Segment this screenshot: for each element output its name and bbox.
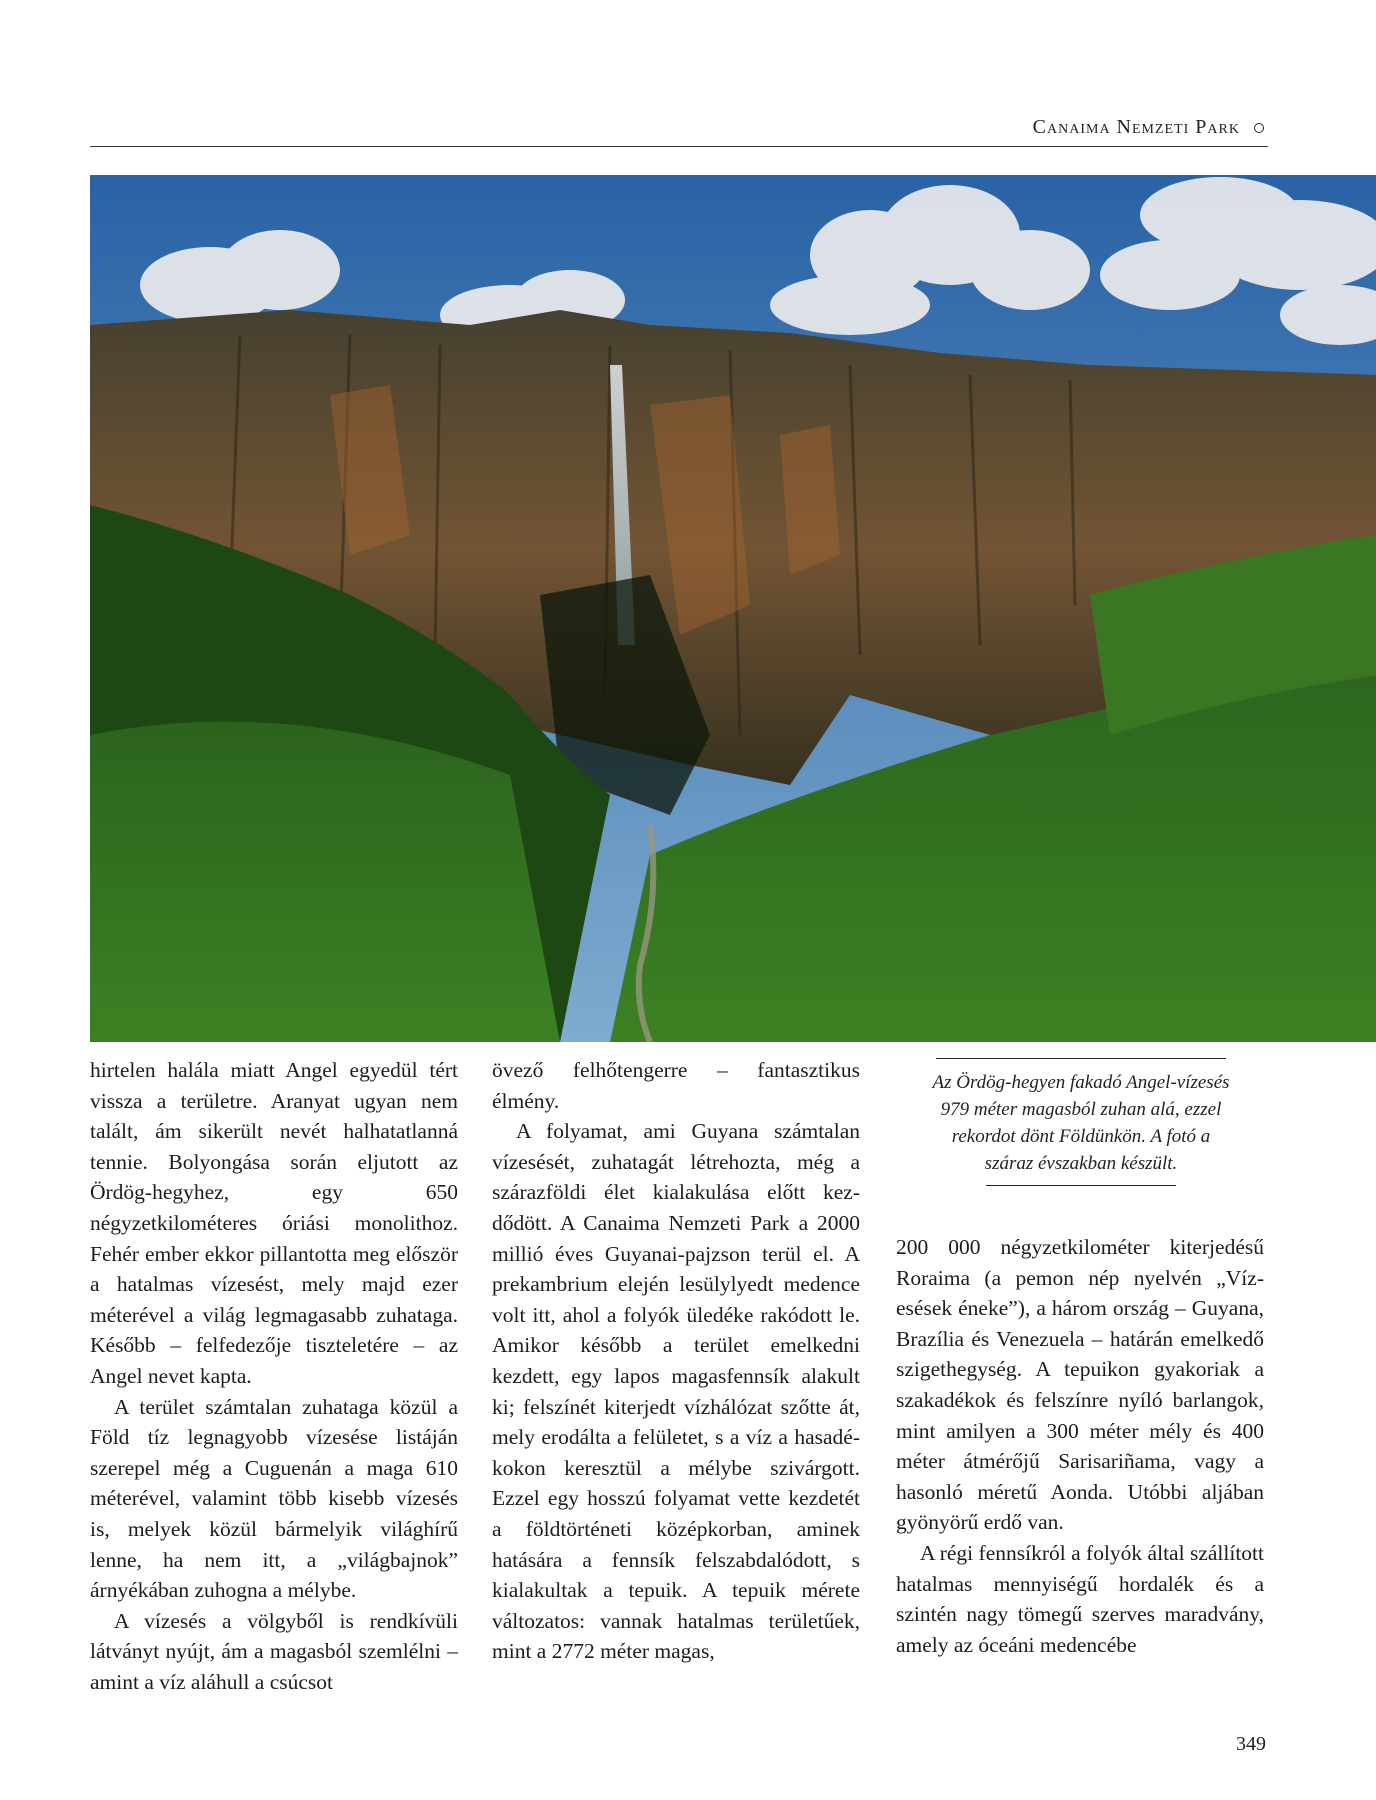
running-header (90, 112, 1268, 147)
angel-falls-photo (90, 175, 1376, 1042)
text-column-3 (896, 1232, 1264, 1660)
paragraph: A régi fennsíkról a folyók által szállított hatalmas mennyiségű hordalék és a szintén nagy tömegű szerves maradvány, amely az óceáni medencébe (896, 1540, 1264, 1657)
text-column-1 (90, 1055, 458, 1697)
caption-line: 979 méter magasból zuhan alá, ezzel (940, 1099, 1222, 1120)
caption-line: rekordot dönt Földünkön. A fotó a (951, 1126, 1211, 1147)
caption-rule-bottom (986, 1185, 1176, 1186)
caption-text (898, 1069, 1264, 1177)
caption-line: Az Ördög-hegyen fakadó Angel-vízesés (932, 1072, 1230, 1093)
text-column-2 (492, 1055, 860, 1667)
header-title: Canaima Nemzeti Park (1032, 116, 1240, 138)
caption-rule-top (936, 1058, 1226, 1059)
paragraph: övező felhőtengerre – fantasztikus élmény. (492, 1058, 860, 1113)
paragraph: A terület számtalan zuhataga közül a Föld tíz legnagyobb vízesése listáján szerepel még a Cuguenán a maga 610 méterével, valamint több kisebb vízesés is, melyek közül bármelyik világhírű lenne, ha nem itt, a „világbajnok” árnyékában zuhogna a mélybe. (90, 1394, 458, 1603)
paragraph: A vízesés a völgyből is rendkívüli látványt nyújt, ám a magasból szemlélni – amint a víz aláhull a csúcsot (90, 1608, 458, 1694)
photo-caption (898, 1058, 1264, 1186)
paragraph: A folyamat, ami Guyana számtalan vízesését, zuhatagát létrehozta, még a szárazföldi élet kialakulása előtt kezdődött. A Canaima Nemzeti Park a 2000 millió éves Guyanai-pajzson terül el. A prekambrium elején lesülylyedt medence volt itt, ahol a folyók üledéke rakódott le. Amikor később a terület emelkedni kezdett, egy lapos magasfennsík alakult ki; felszínét kiterjedt vízhálózat szőtte át, mely erodálta a felületet, s a víz a hasadékokon keresztül a mélybe szivárgott. Ezzel egy hosszú folyamat vette kezdetét a földtörténeti középkorban, aminek hatására a fennsík felszabdalódott, s kialakultak a tepuik. A tepuik mérete változatos: vannak hatalmas területűek, mint a 2772 méter magas, (492, 1119, 860, 1664)
page-number: 349 (1236, 1733, 1266, 1755)
caption-line: száraz évszakban készült. (984, 1153, 1178, 1174)
paragraph: hirtelen halála miatt Angel egyedül tért vissza a területre. Aranyat ugyan nem talált, ám sikerült nevét halhatatlanná tennie. Bolyongása során eljutott az Ördög-hegyhez, egy 650 négyzetkilométeres óriási monolithoz. Fehér ember ekkor pillantotta meg először a hatalmas vízesést, mely majd ezer méterével a világ legmagasabb zuhataga. Később – felfedezője tiszteletére – az Angel nevet kapta. (90, 1058, 458, 1388)
paragraph: 200 000 négyzetkilométer kiterjedésű Roraima (a pemon nép nyelvén „Vízesések éneke”), a három ország – Guyana, Brazília és Venezuela – határán emelkedő szigethegység. A tepuikon gyakoriak a szakadékok és felszínre nyíló barlangok, mint amilyen a 300 méter mély és 400 méter átmérőjű Sarisariñama, vagy a hasonló méretű Aonda. Utóbbi aljában gyönyörű erdő van. (896, 1235, 1264, 1535)
photo-illustration (90, 175, 1376, 1042)
header-bullet-icon (1254, 123, 1264, 133)
